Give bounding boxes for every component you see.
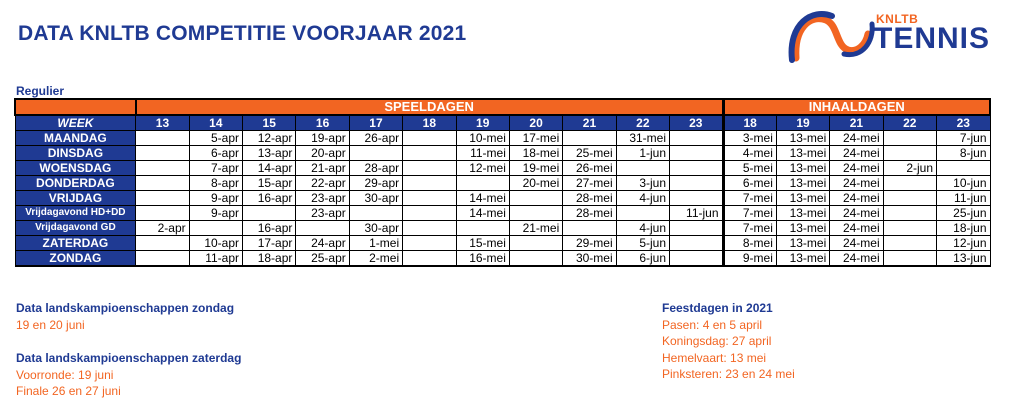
week-number: 17 (349, 115, 402, 131)
notes-zaterdag-heading: Data landskampioenschappen zaterdag (16, 351, 242, 365)
catchup-date-cell (883, 221, 936, 236)
week-number: 22 (883, 115, 936, 131)
date-cell (136, 161, 189, 176)
week-number: 18 (723, 115, 776, 131)
catchup-date-cell (937, 161, 991, 176)
day-label: VRIJDAG (15, 191, 136, 206)
date-cell (403, 221, 456, 236)
catchup-date-cell: 7-jun (937, 131, 991, 146)
date-cell (563, 131, 616, 146)
date-cell: 16-apr (243, 221, 296, 236)
date-cell: 1-jun (616, 146, 669, 161)
date-cell: 21-mei (509, 221, 562, 236)
table-row (15, 221, 990, 236)
date-cell: 28-mei (563, 191, 616, 206)
catchup-date-cell: 13-mei (776, 131, 829, 146)
week-number: 23 (937, 115, 991, 131)
band-corner (15, 99, 136, 115)
catchup-date-cell: 24-mei (830, 161, 883, 176)
date-cell: 18-mei (509, 146, 562, 161)
notes-zondag-value: 19 en 20 juni (16, 317, 85, 332)
day-label: Vrijdagavond GD (15, 221, 136, 236)
catchup-date-cell: 11-jun (937, 191, 991, 206)
date-cell: 21-apr (296, 161, 349, 176)
date-cell: 26-apr (349, 131, 402, 146)
catchup-date-cell: 5-mei (723, 161, 776, 176)
date-cell (403, 191, 456, 206)
feestdag-item: Koningsdag: 27 april (662, 334, 772, 348)
date-cell (509, 251, 562, 267)
catchup-date-cell: 24-mei (830, 236, 883, 251)
date-cell: 14-mei (456, 206, 509, 221)
catchup-date-cell: 13-mei (776, 236, 829, 251)
notes-zaterdag-finale: Finale 26 en 27 juni (16, 384, 121, 398)
catchup-date-cell: 24-mei (830, 146, 883, 161)
section-subtitle: Regulier (16, 84, 65, 98)
date-cell (403, 251, 456, 267)
date-cell: 29-apr (349, 176, 402, 191)
day-label: ZATERDAG (15, 236, 136, 251)
date-cell: 27-mei (563, 176, 616, 191)
notes-zondag-heading: Data landskampioenschappen zondag (16, 301, 235, 315)
day-label: DINSDAG (15, 146, 136, 161)
catchup-date-cell (883, 251, 936, 267)
date-cell: 6-jun (616, 251, 669, 267)
catchup-date-cell (883, 236, 936, 251)
week-number: 23 (670, 115, 723, 131)
date-cell: 30-mei (563, 251, 616, 267)
catchup-date-cell: 18-jun (937, 221, 991, 236)
catchup-date-cell (883, 191, 936, 206)
logo-mark-icon (788, 6, 878, 66)
day-label: MAANDAG (15, 131, 136, 146)
date-cell: 9-apr (189, 191, 242, 206)
date-cell: 12-mei (456, 161, 509, 176)
week-number: 20 (509, 115, 562, 131)
day-label: Vrijdagavond HD+DD (15, 206, 136, 221)
notes-feestdagen (662, 300, 795, 383)
catchup-date-cell: 13-mei (776, 221, 829, 236)
date-cell: 5-jun (616, 236, 669, 251)
date-cell (670, 191, 723, 206)
catchup-date-cell: 3-mei (723, 131, 776, 146)
logo-brand-text: KNLTB (876, 12, 919, 26)
catchup-date-cell: 13-mei (776, 176, 829, 191)
catchup-date-cell: 24-mei (830, 176, 883, 191)
band-row (15, 99, 990, 115)
date-cell (509, 191, 562, 206)
knltb-tennis-logo (788, 6, 998, 66)
date-cell: 9-apr (189, 206, 242, 221)
date-cell (136, 251, 189, 267)
band-speeldagen: SPEELDAGEN (136, 99, 723, 115)
catchup-date-cell: 7-mei (723, 206, 776, 221)
table-row (15, 251, 990, 267)
logo-word-text: TENNIS (874, 22, 991, 55)
catchup-date-cell: 24-mei (830, 251, 883, 267)
date-cell (670, 176, 723, 191)
date-cell: 19-apr (296, 131, 349, 146)
catchup-date-cell: 8-mei (723, 236, 776, 251)
date-cell (189, 221, 242, 236)
catchup-date-cell: 7-mei (723, 221, 776, 236)
date-cell: 20-apr (296, 146, 349, 161)
date-cell: 15-apr (243, 176, 296, 191)
date-cell: 14-mei (456, 191, 509, 206)
date-cell (456, 221, 509, 236)
feestdag-item: Hemelvaart: 13 mei (662, 350, 767, 365)
week-number: 18 (403, 115, 456, 131)
catchup-date-cell: 9-mei (723, 251, 776, 267)
date-cell: 30-apr (349, 221, 402, 236)
week-number: 13 (136, 115, 189, 131)
feestdag-item: Pinksteren: 23 en 24 mei (662, 367, 795, 381)
catchup-date-cell: 2-jun (883, 161, 936, 176)
catchup-date-cell: 24-mei (830, 206, 883, 221)
week-number: 15 (243, 115, 296, 131)
date-cell: 28-mei (563, 206, 616, 221)
catchup-date-cell: 24-mei (830, 221, 883, 236)
date-cell: 29-mei (563, 236, 616, 251)
schedule-table (14, 98, 991, 267)
date-cell: 3-jun (616, 176, 669, 191)
date-cell: 25-mei (563, 146, 616, 161)
date-cell: 10-mei (456, 131, 509, 146)
date-cell (670, 161, 723, 176)
day-label: DONDERDAG (15, 176, 136, 191)
catchup-date-cell: 13-mei (776, 146, 829, 161)
date-cell: 28-apr (349, 161, 402, 176)
week-number: 21 (563, 115, 616, 131)
date-cell (509, 236, 562, 251)
date-cell: 23-apr (296, 191, 349, 206)
date-cell: 15-mei (456, 236, 509, 251)
date-cell: 20-mei (509, 176, 562, 191)
date-cell (296, 221, 349, 236)
date-cell (243, 206, 296, 221)
date-cell (456, 176, 509, 191)
date-cell: 16-mei (456, 251, 509, 267)
date-cell (136, 146, 189, 161)
week-label: WEEK (15, 115, 136, 131)
week-number: 22 (616, 115, 669, 131)
date-cell: 16-apr (243, 191, 296, 206)
notes-zaterdag-voorronde: Voorronde: 19 juni (16, 367, 114, 382)
date-cell (136, 236, 189, 251)
date-cell (670, 236, 723, 251)
date-cell: 22-apr (296, 176, 349, 191)
catchup-date-cell: 24-mei (830, 191, 883, 206)
feestdag-item: Pasen: 4 en 5 april (662, 317, 763, 332)
date-cell: 8-apr (189, 176, 242, 191)
week-number: 19 (776, 115, 829, 131)
date-cell (136, 131, 189, 146)
notes-zondag (16, 300, 234, 333)
date-cell: 5-apr (189, 131, 242, 146)
date-cell: 12-apr (243, 131, 296, 146)
week-number: 16 (296, 115, 349, 131)
date-cell: 1-mei (349, 236, 402, 251)
date-cell: 30-apr (349, 191, 402, 206)
week-header-row (15, 115, 990, 131)
catchup-date-cell: 13-jun (937, 251, 991, 267)
date-cell (616, 161, 669, 176)
date-cell: 6-apr (189, 146, 242, 161)
notes-feestdagen-heading: Feestdagen in 2021 (662, 301, 773, 315)
date-cell: 23-apr (296, 206, 349, 221)
catchup-date-cell (883, 146, 936, 161)
date-cell (403, 146, 456, 161)
catchup-date-cell (883, 206, 936, 221)
date-cell (670, 251, 723, 267)
week-number: 21 (830, 115, 883, 131)
date-cell: 11-mei (456, 146, 509, 161)
catchup-date-cell: 13-mei (776, 191, 829, 206)
date-cell: 4-jun (616, 221, 669, 236)
date-cell: 7-apr (189, 161, 242, 176)
date-cell: 4-jun (616, 191, 669, 206)
table-row (15, 161, 990, 176)
date-cell: 17-mei (509, 131, 562, 146)
date-cell: 11-apr (189, 251, 242, 267)
catchup-date-cell: 10-jun (937, 176, 991, 191)
catchup-date-cell: 12-jun (937, 236, 991, 251)
table-row (15, 131, 990, 146)
week-number: 14 (189, 115, 242, 131)
week-number: 19 (456, 115, 509, 131)
date-cell: 13-apr (243, 146, 296, 161)
catchup-date-cell: 25-jun (937, 206, 991, 221)
date-cell: 17-apr (243, 236, 296, 251)
table-row (15, 191, 990, 206)
catchup-date-cell: 8-jun (937, 146, 991, 161)
catchup-date-cell: 24-mei (830, 131, 883, 146)
date-cell (670, 131, 723, 146)
date-cell (509, 206, 562, 221)
page-title: DATA KNLTB COMPETITIE VOORJAAR 2021 (18, 22, 467, 45)
catchup-date-cell: 13-mei (776, 251, 829, 267)
date-cell (403, 161, 456, 176)
date-cell: 14-apr (243, 161, 296, 176)
band-inhaaldagen: INHAALDAGEN (723, 99, 990, 115)
date-cell: 2-apr (136, 221, 189, 236)
date-cell (349, 146, 402, 161)
catchup-date-cell: 6-mei (723, 176, 776, 191)
date-cell: 2-mei (349, 251, 402, 267)
date-cell (403, 206, 456, 221)
date-cell: 26-mei (563, 161, 616, 176)
table-row (15, 176, 990, 191)
date-cell (349, 206, 402, 221)
catchup-date-cell: 4-mei (723, 146, 776, 161)
table-row (15, 146, 990, 161)
date-cell (403, 236, 456, 251)
date-cell (403, 176, 456, 191)
date-cell: 11-jun (670, 206, 723, 221)
date-cell: 19-mei (509, 161, 562, 176)
catchup-date-cell: 7-mei (723, 191, 776, 206)
catchup-date-cell: 13-mei (776, 206, 829, 221)
catchup-date-cell: 13-mei (776, 161, 829, 176)
date-cell (670, 221, 723, 236)
date-cell: 31-mei (616, 131, 669, 146)
day-label: ZONDAG (15, 251, 136, 267)
date-cell (136, 191, 189, 206)
date-cell: 25-apr (296, 251, 349, 267)
day-label: WOENSDAG (15, 161, 136, 176)
date-cell (563, 221, 616, 236)
date-cell (403, 131, 456, 146)
notes-zaterdag (16, 350, 241, 400)
date-cell: 10-apr (189, 236, 242, 251)
catchup-date-cell (883, 131, 936, 146)
table-row (15, 206, 990, 221)
table-row (15, 236, 990, 251)
date-cell (616, 206, 669, 221)
catchup-date-cell (883, 176, 936, 191)
date-cell: 24-apr (296, 236, 349, 251)
date-cell (670, 146, 723, 161)
date-cell (136, 206, 189, 221)
date-cell: 18-apr (243, 251, 296, 267)
date-cell (136, 176, 189, 191)
